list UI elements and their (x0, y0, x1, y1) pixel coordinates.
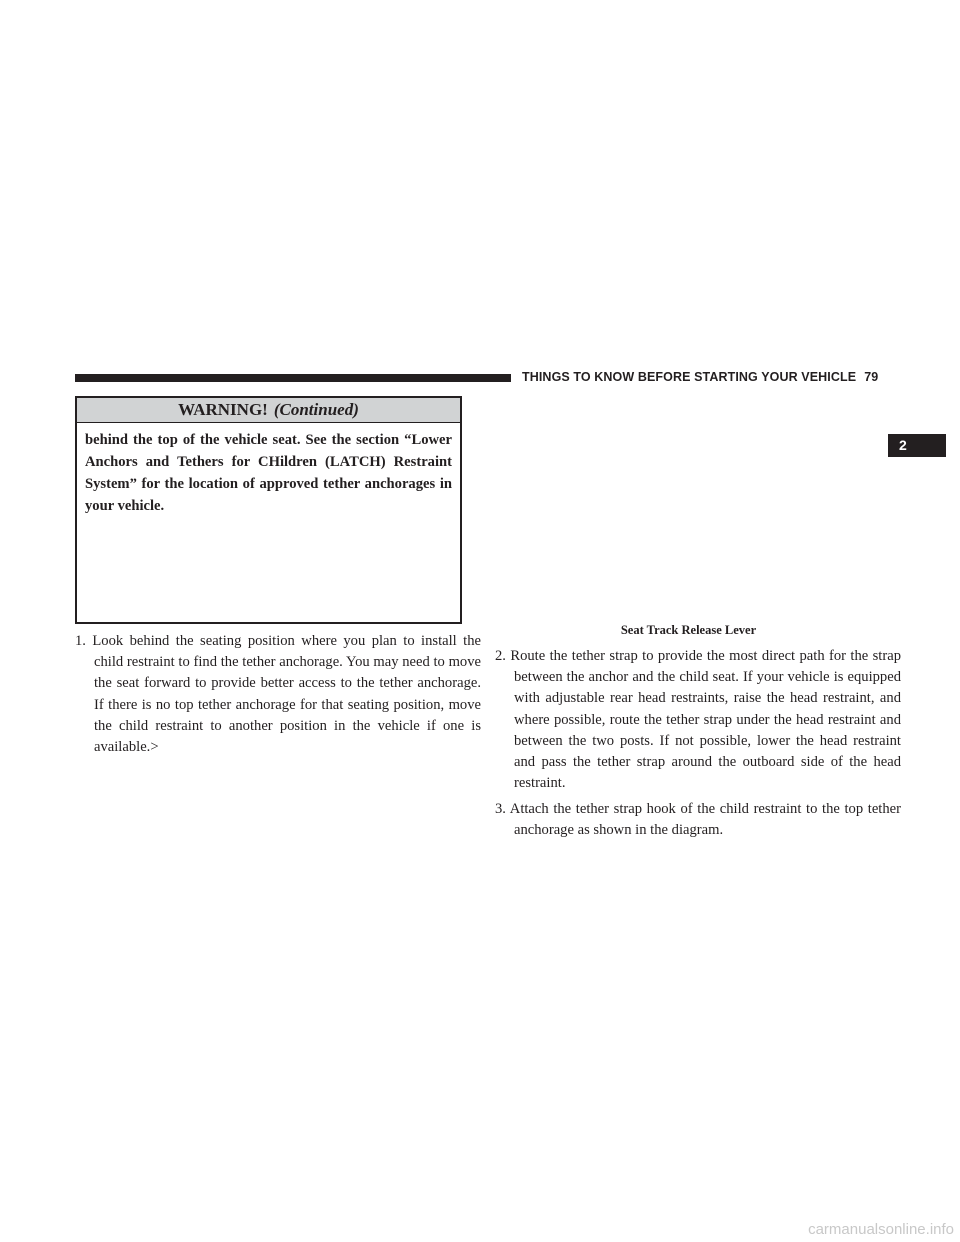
watermark: carmanualsonline.info (808, 1221, 954, 1238)
warning-header (77, 398, 460, 423)
chapter-tab: 2 (888, 434, 946, 457)
figure-caption: Seat Track Release Lever (620, 623, 757, 637)
step-1: 1. Look behind the seating position where you plan to install the child restraint to find the tether anchorage. You may need to move the seat forward to provide better access to the tether anchorage. If there is no top tether anchorage for that seating position, move the child restraint to another position in the vehicle if one is available.> (75, 633, 481, 756)
header-title: THINGS TO KNOW BEFORE STARTING YOUR VEHICLE (522, 370, 857, 384)
page-number: 79 (864, 370, 879, 384)
warning-box (75, 396, 462, 624)
running-header (522, 370, 878, 384)
warning-label: WARNING! (178, 400, 268, 419)
step-3: 3. Attach the tether strap hook of the child restraint to the top tether anchorage as shown in the diagram. (495, 801, 901, 839)
header-rule (75, 374, 511, 382)
step-2: 2. Route the tether strap to provide the most direct path for the strap between the anchor and the child seat. If your vehicle is equipped with adjustable rear head restraints, raise the head restraint, and where possible, route the tether strap under the head restraint and between the two posts. If not possible, lower the head restraint and pass the tether strap around the outboard side of the head restraint. (495, 648, 901, 792)
warning-text: behind the top of the vehicle seat. See the section “Lower Anchors and Tethers for CHildren (LATCH) Restraint System” for the location of approved tether anchorages in your vehicle. (85, 432, 452, 514)
warning-continued: (Continued) (273, 400, 359, 419)
